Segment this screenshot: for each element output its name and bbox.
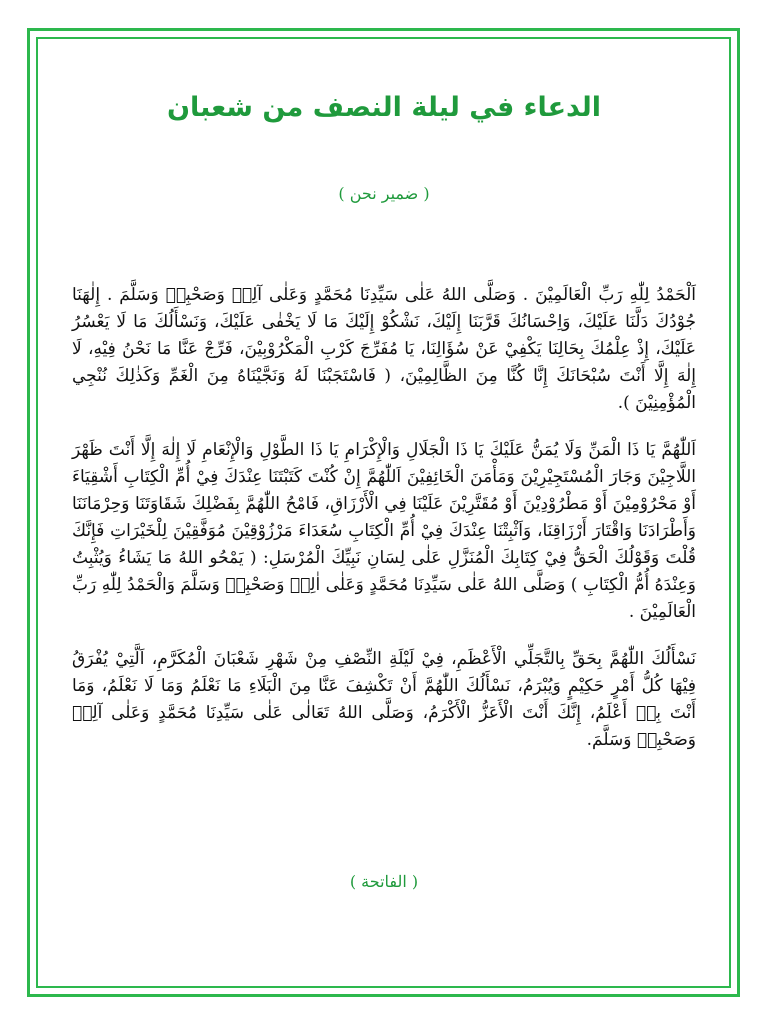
document-title: الدعاء في ليلة النصف من شعبان <box>166 92 602 123</box>
prayer-body <box>72 282 696 774</box>
prayer-paragraph: نَسْأَلُكَ اللّٰهُمَّ بِحَقِّ بِالتَّجَلِّي الْأَعْظَمِ، فِيْ لَيْلَةِ النِّصْفِ مِنْ شَهْرِ شَعْبَانَ الْمُكَرَّمِ، اَلَّتِيْ يُفْرَقُ فِيْهَا كُلُّ أَمْرٍ حَكِيْمٍ وَيُبْرَمُ، نَسْأَلُكَ اللّٰهُمَّ أَنْ تَكْشِفَ عَنَّا مِنَ الْبَلَاءِ مَا نَعْلَمُ وَمَا لَا نَعْلَمُ، وَمَا أَنْتَ بِهٖ أَعْلَمُ، إِنَّكَ أَنْتَ الْأَعَزُّ الْأَكْرَمُ، وَصَلَّى اللهُ تَعَالٰى عَلٰى سَيِّدِنَا مُحَمَّدٍ وَعَلٰى آلِهٖ وَصَحْبِهٖ وَسَلَّمَ. <box>72 649 696 750</box>
document-footer: ( الفاتحة ) <box>349 872 419 891</box>
document-subtitle: ( ضمير نحن ) <box>338 184 430 203</box>
prayer-paragraph: اَلْحَمْدُ لِلّٰهِ رَبِّ الْعَالَمِيْنَ . وَصَلَّى اللهُ عَلٰى سَيِّدِنَا مُحَمَّدٍ وَعَلٰى آلِهٖ وَصَحْبِهٖ وَسَلَّمَ . إِلٰهَنَا جُوْدُكَ دَلَّنَا عَلَيْكَ، وَاِحْسَانُكَ قَرَّبَنَا إِلَيْكَ، نَشْكُوْ إِلَيْكَ مَا لَا يَخْفٰى عَلَيْكَ، وَنَسْأَلُكَ مَا لَا يَعْسُرُ عَلَيْكَ، إِذْ عِلْمُكَ بِحَالِنَا يَكْفِيْ عَنْ سُؤَالِنَا، يَا مُفَرِّجَ كَرْبِ الْمَكْرُوْبِيْنَ، فَرِّجْ عَنَّا مَا نَحْنُ فِيْهِ، لَا إِلٰهَ إِلَّا أَنْتَ سُبْحَانَكَ إِنَّا كُنَّا مِنَ الظَّالِمِيْنَ، ( فَاسْتَجَبْنَا لَهُ وَنَجَّيْنَاهُ مِنَ الْغَمِّ وَكَذٰلِكَ نُنْجِي الْمُؤْمِنِيْنَ ). <box>72 285 696 413</box>
prayer-paragraph: اَللّٰهُمَّ يَا ذَا الْمَنِّ وَلَا يُمَنُّ عَلَيْكَ يَا ذَا الْجَلَالِ وَالْإِكْرَامِ يَا ذَا الطَّوْلِ وَالْإِنْعَامِ لَا إِلٰهَ إِلَّا أَنْتَ ظَهْرَ اللَّاجِيْنَ وَجَارَ الْمُسْتَجِيْرِيْنَ وَمَأْمَنَ الْخَائِفِيْنَ اَللّٰهُمَّ إِنْ كُنْتَ كَتَبْتَنَا عِنْدَكَ فِيْ أُمِّ الْكِتَابِ أَشْقِيَاءَ أَوْ مَحْرُوْمِيْنَ أَوْ مَطْرُوْدِيْنَ أَوْ مُقَتَّرِيْنَ عَلَيْنَا فِي الْأَرْزَاقِ، فَامْحُ اللّٰهُمَّ بِفَضْلِكَ شَقَاوَتَنَا وَحِرْمَانَنَا وَأَطْرَادَنَا وَاقْتَارَ أَرْزَاقِنَا، وَاَثْبِتْنَا عِنْدَكَ فِيْ أُمِّ الْكِتَابِ سُعَدَاءَ مَرْزُوْقِيْنَ مُوَفَّقِيْنَ لِلْخَيْرَاتِ فَإِنَّكَ قُلْتَ وَقَوْلُكَ الْحَقُّ فِيْ كِتَابِكَ الْمُنَزَّلِ عَلٰى لِسَانِ نَبِيِّكَ الْمُرْسَلِ: ( يَمْحُو اللهُ مَا يَشَاءُ وَيُثْبِتُ وَعِنْدَهُ أُمُّ الْكِتَابِ ) وَصَلَّى اللهُ عَلٰى سَيِّدِنَا مُحَمَّدٍ وَعَلٰى اٰلِهٖ وَصَحْبِهٖ وَسَلَّمَ وَالْحَمْدُ لِلّٰهِ رَبِّ الْعَالَمِيْنَ . <box>72 440 696 622</box>
